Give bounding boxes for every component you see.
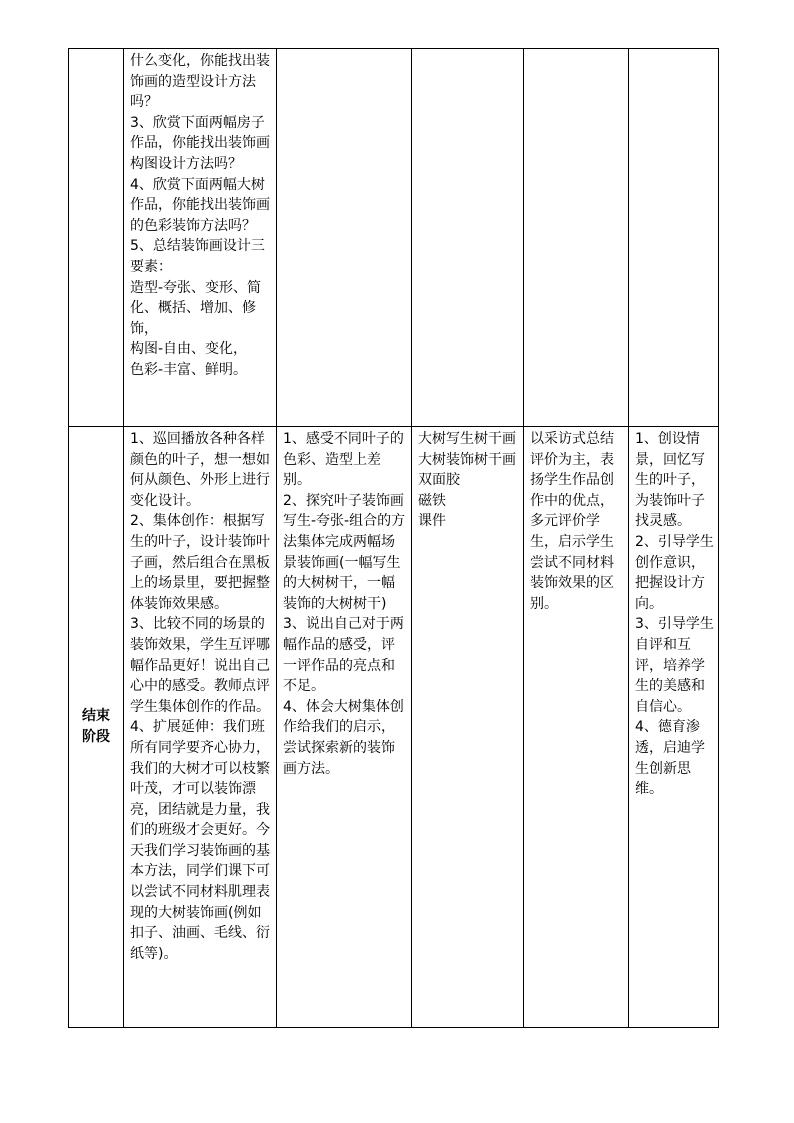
student-activity-cell: [277, 49, 412, 427]
table-row: [69, 49, 719, 427]
teacher-activity-cell: [124, 49, 277, 427]
lesson-plan-table: [68, 48, 719, 1028]
media-cell: [412, 49, 524, 427]
table-row: [69, 427, 719, 1028]
teacher-activity-text: 什么变化，你能找出装饰画的造型设计方法吗？ 3、欣赏下面两幅房子作品，你能找出装饰画构图设计方法吗？ 4、欣赏下面两幅大树作品，你能找出装饰画的色彩装饰方法吗？ 5、总结装饰画设计三要素： 造型-夸张、变形、简化、概括、增加、修饰， 构图-自由、变化， 色彩-丰富、鲜明。: [130, 53, 270, 378]
evaluation-cell: [524, 427, 629, 1028]
student-activity-text: 1、感受不同叶子的色彩、造型上差别。 2、探究叶子装饰画写生-夸张-组合的方法集体完成两幅场景装饰画(一幅写生的大树树干，一幅装饰的大树树干) 3、说出自己对于两幅作品的感受，评一评作品的亮点和不足。 4、体会大树集体创作给我们的启示，尝试探索新的装饰画方法。: [283, 431, 406, 777]
media-cell: [412, 427, 524, 1028]
stage-label-line2: 阶段: [82, 729, 110, 745]
teacher-activity-cell: [124, 427, 277, 1028]
teacher-activity-text: 1、巡回播放各种各样颜色的叶子，想一想如何从颜色、外形上进行变化设计。 2、集体创作：根据写生的叶子，设计装饰叶子画，然后组合在黑板上的场景里，要把握整体装饰效果感。 3、比较不同的场景的装饰效果，学生互评哪幅作品更好！说出自己心中的感受。教师点评学生集体创作的作品。 4、扩展延伸：我们班所有同学要齐心协力，我们的大树才可以枝繁叶茂，才可以装饰漂亮，团结就是力量，我们的班级才会更好。今天我们学习装饰画的基本方法，同学们课下可以尝试不同材料肌理表现的大树装饰画(例如扣子、油画、毛线、衍纸等)。: [130, 431, 270, 962]
media-text: 大树写生树干画大树装饰树干画 双面胶 磁铁 课件: [418, 431, 516, 530]
design-intent-cell: [629, 49, 719, 427]
evaluation-cell: [524, 49, 629, 427]
student-activity-cell: [277, 427, 412, 1028]
stage-cell: [69, 49, 124, 427]
design-intent-cell: [629, 427, 719, 1028]
design-intent-text: 1、创设情景，回忆写生的叶子，为装饰叶子找灵感。 2、引导学生创作意识，把握设计方向。 3、引导学生自评和互评，培养学生的美感和自信心。 4、德育渗透，启迪学生创新思维。: [635, 431, 714, 798]
evaluation-text: 以采访式总结评价为主，表扬学生作品创作中的优点，多元评价学生，启示学生尝试不同材料装饰效果的区别。: [530, 431, 614, 612]
stage-label-line1: 结束: [82, 708, 110, 725]
stage-cell: [69, 427, 124, 1028]
